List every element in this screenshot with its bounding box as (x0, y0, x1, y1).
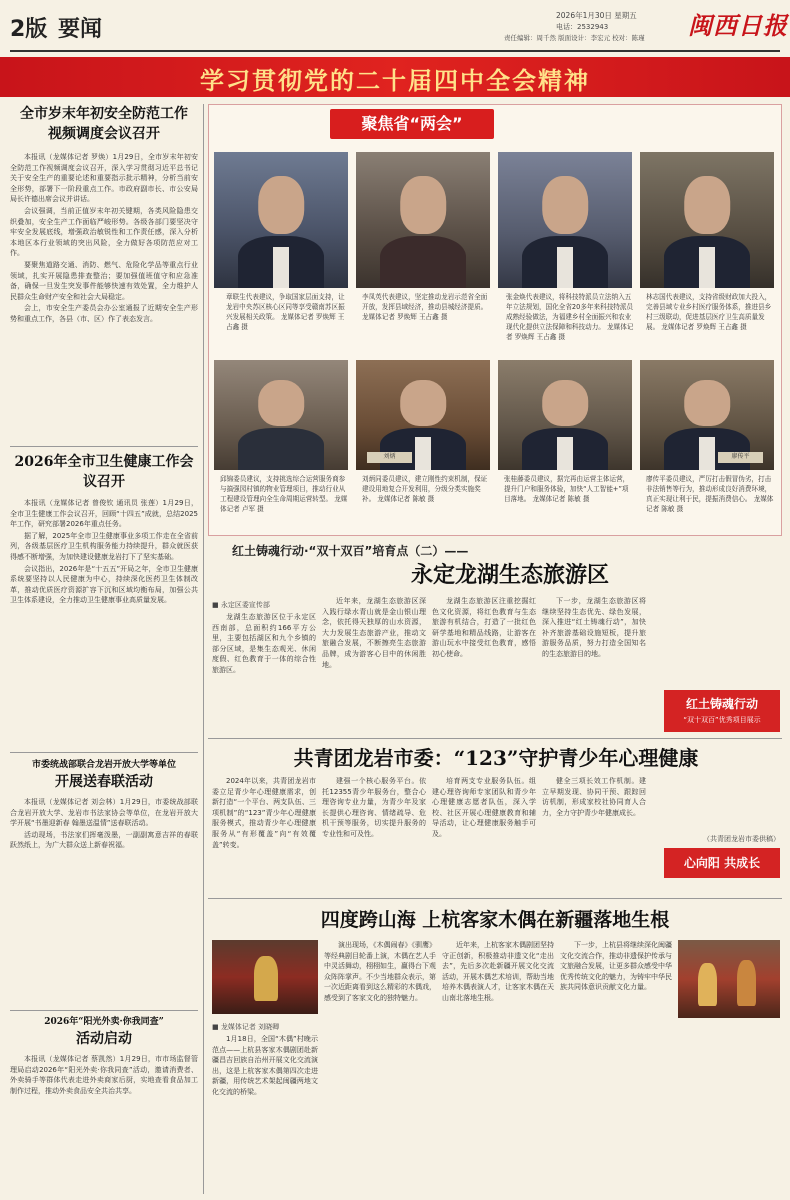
article-youth-title: 共青团龙岩市委：“123”守护青少年心理健康 (293, 746, 699, 770)
article-takeout-subtitle: 2026年“阳光外卖·你我同查” (44, 1017, 164, 1027)
article-youth-col3 (432, 776, 536, 892)
page-label: 2版 (10, 17, 48, 42)
banner-title: 学习贯彻党的二十届四中全会精神 (200, 67, 590, 95)
focus-tag: 聚焦省“两会” (330, 109, 494, 139)
article-longhu-col3 (432, 596, 536, 732)
article-takeout-body (10, 1054, 198, 1189)
article-couplets-subtitle: 市委统战部联合龙岩开放大学等单位 (31, 760, 176, 770)
article-puppet-title: 四度跨山海 上杭客家木偶在新疆落地生根 (320, 909, 670, 931)
divider (208, 738, 782, 739)
divider (208, 898, 782, 899)
paragraph: 龙湖生态旅游区注重挖掘红色文化资源，将红色教育与生态旅游有机结合，打造了一批红色研学基地和精品线路，让游客在游山玩水中接受红色教育，感悟初心使命。 (432, 597, 536, 658)
article-puppet-col2 (324, 940, 436, 1194)
article-youth-credit: （共青团龙岩市委供稿） (703, 835, 780, 843)
article-longhu-col4 (542, 596, 646, 732)
divider (10, 446, 198, 447)
photo-delegate-3 (498, 152, 632, 288)
caption-delegate-3: 张金焕代表建议，将科技特派员立法纳入五年立法规划，国化全省20多年来科技特派员成熟经验做法，为福建乡村全面振兴和农业现代化提供立法保障和科技动力。 龙媒体记者 罗焕辉 王占鑫 摄 (506, 293, 634, 341)
masthead-editors: 责任编辑：周千然 版面设计：李宏元 校对：陈瑾 (504, 34, 645, 42)
photo-delegate-2 (356, 152, 490, 288)
masthead-date: 2026年1月30日 星期五 (556, 11, 637, 20)
photo-puppet-show (212, 940, 318, 1014)
paragraph: 本报讯（龙媒体记者 蔡凯然）1月29日，市市场监督管理局启动2026年“阳光外卖·你我同查”活动，邀请消费者、外卖骑手等群体代表走进外卖商家后厨，实地查看食品加工制作过程，推动外卖食品安全共治共享。 (10, 1055, 198, 1095)
paragraph: 培育两支专业服务队伍。组建心理咨询师专家团队和青少年心理健康志愿者队伍，深入学校、社区开展心理健康教育和辅导活动，让心理健康服务触手可及。 (432, 777, 536, 838)
article-safety (10, 104, 198, 444)
article-puppet-col3 (442, 940, 554, 1194)
article-puppet-byline: ■ 龙媒体记者 刘晓卿 (212, 1023, 280, 1031)
article-youth-col2 (322, 776, 426, 892)
paragraph: 据了解，2025年全市卫生健康事业多项工作走在全省前列，各级基层医疗卫生机构服务能力持续提升，群众就医获得感不断增强，为加快建设健康龙岩打下了坚实基础。 (10, 531, 198, 561)
paragraph: 本报讯（龙媒体记者 罗焕）1月29日，全市岁末年初安全防范工作视频调度会议召开，深入学习贯彻习近平总书记关于安全生产的重要论述和重要指示批示精神，分析当前安全形势，部署下一阶段重点工作。市政府副市长、市公安局局长许德出席会议并讲话。 (10, 153, 198, 204)
newspaper-logo: 闽西日报 (688, 11, 788, 40)
photo-member-2 (356, 360, 490, 470)
article-health (10, 452, 198, 750)
article-health-body (10, 498, 198, 756)
puppet-figure (698, 963, 716, 1006)
paragraph: 建强一个核心服务平台。依托12355青少年服务台，整合心理咨询专业力量，为青少年及家长提供心理咨询、情绪疏导、危机干预等服务，切实提升服务的专业性和可及性。 (322, 777, 426, 838)
article-puppet-col4 (560, 940, 672, 1194)
youth-badge-title: 心向阳 共成长 (683, 856, 761, 870)
caption-delegate-2: 李凤英代表建议，坚定推动龙岩示范省全面开放，发挥县域经济，推动县城经济提质。 龙媒体记者 罗焕辉 王占鑫 摄 (362, 293, 488, 321)
photo-member-1 (214, 360, 348, 470)
paragraph: 1月18日，全国“木偶”村晚示范点——上杭县客家木偶剧团赴新疆昌吉回族自治州开展文化交流演出，这是上杭客家木偶第四次走进新疆，用传统艺术架起闽疆两地文化交流的桥梁。 (212, 1035, 318, 1096)
paragraph: 本报讯（龙媒体记者 曾俊钦 通讯员 张莲）1月29日，全市卫生健康工作会议召开，回顾“十四五”成就，总结2025年工作，研究部署2026年重点任务。 (10, 499, 198, 529)
photo-delegate-4 (640, 152, 774, 288)
photo-member-3 (498, 360, 632, 470)
article-longhu-byline: ■ 永定区委宣传部 (212, 601, 270, 609)
puppet-figure (737, 960, 755, 1005)
column-divider (203, 104, 204, 1194)
puppet-figure (254, 956, 277, 1000)
paragraph: 演出现场，《木偶闹春》《驯鹰》等经典剧目轮番上演，木偶在艺人手中灵活舞动，栩栩如生，赢得台下观众阵阵掌声。不少当地群众表示，第一次近距离看到这么精彩的木偶戏，感受到了客家文化的独特魅力。 (324, 941, 436, 1002)
paragraph: 近年来，龙湖生态旅游区深入践行绿水青山就是金山银山理念，依托得天独厚的山水资源，大力发展生态旅游产业，推动文旅融合发展，不断擦亮生态旅游品牌，成为游客心目中的休闲胜地。 (322, 597, 426, 669)
divider (10, 752, 198, 753)
article-longhu-col2 (322, 596, 426, 732)
name-plate: 廖传平 (718, 452, 764, 463)
photo-member-4 (640, 360, 774, 470)
paragraph: 健全三项长效工作机制。建立早期发现、协同干预、跟踪回访机制，形成家校社协同育人合力，全力守护青少年健康成长。 (542, 777, 646, 817)
longhu-badge (664, 690, 780, 732)
article-safety-title: 全市岁末年初安全防范工作 (20, 106, 188, 122)
caption-member-2: 刘炳同委员建议，建立刚性约束机制，保证建设用地复合开发利用，分级分类实施奖补。 龙媒体记者 陈敏 摄 (362, 475, 488, 503)
paragraph: 活动现场，书法家们挥毫泼墨，一副副寓意吉祥的春联跃然纸上，为广大群众送上新春祝福。 (10, 830, 198, 850)
article-takeout-title: 活动启动 (76, 1031, 132, 1047)
article-couplets-title: 开展送春联活动 (55, 774, 153, 790)
paragraph: 下一步，龙湖生态旅游区将继续坚持生态优先、绿色发展，深入推进“红土铸魂行动”，加快补齐旅游基础设施短板，提升旅游服务品质，努力打造全国知名的生态旅游目的地。 (542, 597, 646, 658)
caption-delegate-4: 林志国代表建议，支持省级财政加大投入，完善县域专业乡村医疗服务体系，推进县乡村三级联动，促进基层医疗卫生高质量发展。 龙媒体记者 罗焕辉 王占鑫 摄 (646, 293, 772, 331)
article-couplets-body (10, 797, 198, 997)
article-puppet-col1 (212, 1034, 318, 1194)
photo-delegate-1 (214, 152, 348, 288)
article-couplets (10, 758, 198, 1008)
paragraph: 要聚焦道路交通、消防、燃气、危险化学品等重点行业领域，扎实开展隐患排查整治；要加强值班值守和应急准备，确保一旦发生突发事件能够快速有效处置，全力维护人民群众生命财产安全和社会大局稳定。 (10, 260, 198, 301)
paragraph: 本报讯（龙媒体记者 刘会林）1月29日，市委统战部联合龙岩开放大学、龙岩市书法家协会等单位，在龙岩开放大学开展“书墨迎新春 翰墨送温情”送春联活动。 (10, 798, 198, 828)
caption-member-3: 张桂藤委员建议，据完再由运营主体运营，提升门户和服务体验，加快“人工智能+”项目落地。 龙媒体记者 陈敏 摄 (504, 475, 630, 503)
paragraph: 近年来，上杭客家木偶剧团坚持守正创新，积极推动非遗文化“走出去”，先后多次赴新疆开展文化交流活动，开展木偶艺术培训，帮助当地培养木偶表演人才，让客家木偶在天山南北落地生根。 (442, 941, 554, 1002)
theme-banner (0, 57, 790, 97)
masthead (0, 0, 790, 52)
article-safety-title-2: 视频调度会议召开 (48, 126, 160, 142)
paragraph: 龙湖生态旅游区位于永定区西南部，总面积约166平方公里，主要包括湖区和九个乡镇的部分区域，是集生态观光、休闲度假、红色教育于一体的综合性旅游区。 (212, 613, 316, 674)
name-plate: 刘炳 (367, 452, 413, 463)
article-takeout (10, 1015, 198, 1195)
article-longhu-title: 永定龙湖生态旅游区 (410, 562, 609, 588)
youth-badge (664, 848, 780, 878)
paragraph: 2024年以来，共青团龙岩市委立足青少年心理健康需求，创新打造“一个平台、两支队伍、三项机制”的“123”青少年心理健康服务模式，推动青少年心理健康服务从“有形覆盖”向“有效覆盖”转变。 (212, 777, 316, 849)
photo-puppet-troupe (678, 940, 780, 1018)
paragraph: 会上，市安全生产委员会办公室通报了近期安全生产形势和重点工作，各县（市、区）作了表态发言。 (10, 304, 198, 323)
article-youth-col1 (212, 776, 316, 892)
article-health-title: 2026年全市卫生健康工作会议召开 (14, 454, 194, 490)
caption-member-4: 廖传平委员建议，严厉打击假冒伪劣，打击非法销售等行为，推动形成良好消费环境，真正实现让利于民，提振消费信心。 龙媒体记者 陈敏 摄 (646, 475, 774, 513)
caption-delegate-1: 章联生代表建议，争取国家层面支持，让龙岩中央苏区核心区同等享受赣南苏区振兴发展相关政策。 龙媒体记者 罗焕辉 王占鑫 摄 (226, 293, 345, 331)
paragraph: 会议指出，2026年是“十五五”开局之年，全市卫生健康系统要坚持以人民健康为中心，持续深化医药卫生体制改革，推动优质医疗资源扩容下沉和区域均衡布局，加强公共卫生体系建设，全力推动卫生健康事业高质量发展。 (10, 564, 198, 605)
masthead-rule (10, 50, 780, 52)
paragraph: 会议强调，当前正值岁末年初关键期，各类风险隐患交织叠加，安全生产工作面临严峻形势。各级各部门要坚决守牢安全发展底线，增强政治敏锐性和工作责任感，深入分析本地区本行业领域的突出风险，全力做好各项防范应对工作。 (10, 206, 198, 258)
article-safety-body (10, 152, 198, 442)
article-youth-col4 (542, 776, 646, 892)
paragraph: 下一步，上杭县将继续深化闽疆文化交流合作，推动非遗保护传承与文旅融合发展，让更多群众感受中华优秀传统文化的魅力，为铸牢中华民族共同体意识贡献文化力量。 (560, 941, 672, 992)
longhu-badge-subtitle: “双十双百”优秀项目展示 (683, 716, 761, 724)
article-longhu-kicker: 红土铸魂行动·“双十双百”培育点（二）—— (232, 544, 469, 558)
longhu-badge-title: 红土铸魂行动 (685, 697, 758, 711)
article-longhu-col1 (212, 612, 316, 732)
masthead-phone: 电话：2532943 (556, 23, 609, 31)
divider (10, 1010, 198, 1011)
section-name: 要闻 (58, 17, 103, 42)
caption-member-1: 邱锦委员建议，支持挑选综合运营服务商参与搞强园村镇的物业管理项目，推动行业从工程建设管理向全生命周期运营转型。 龙媒体记者 卢军 摄 (220, 475, 348, 513)
